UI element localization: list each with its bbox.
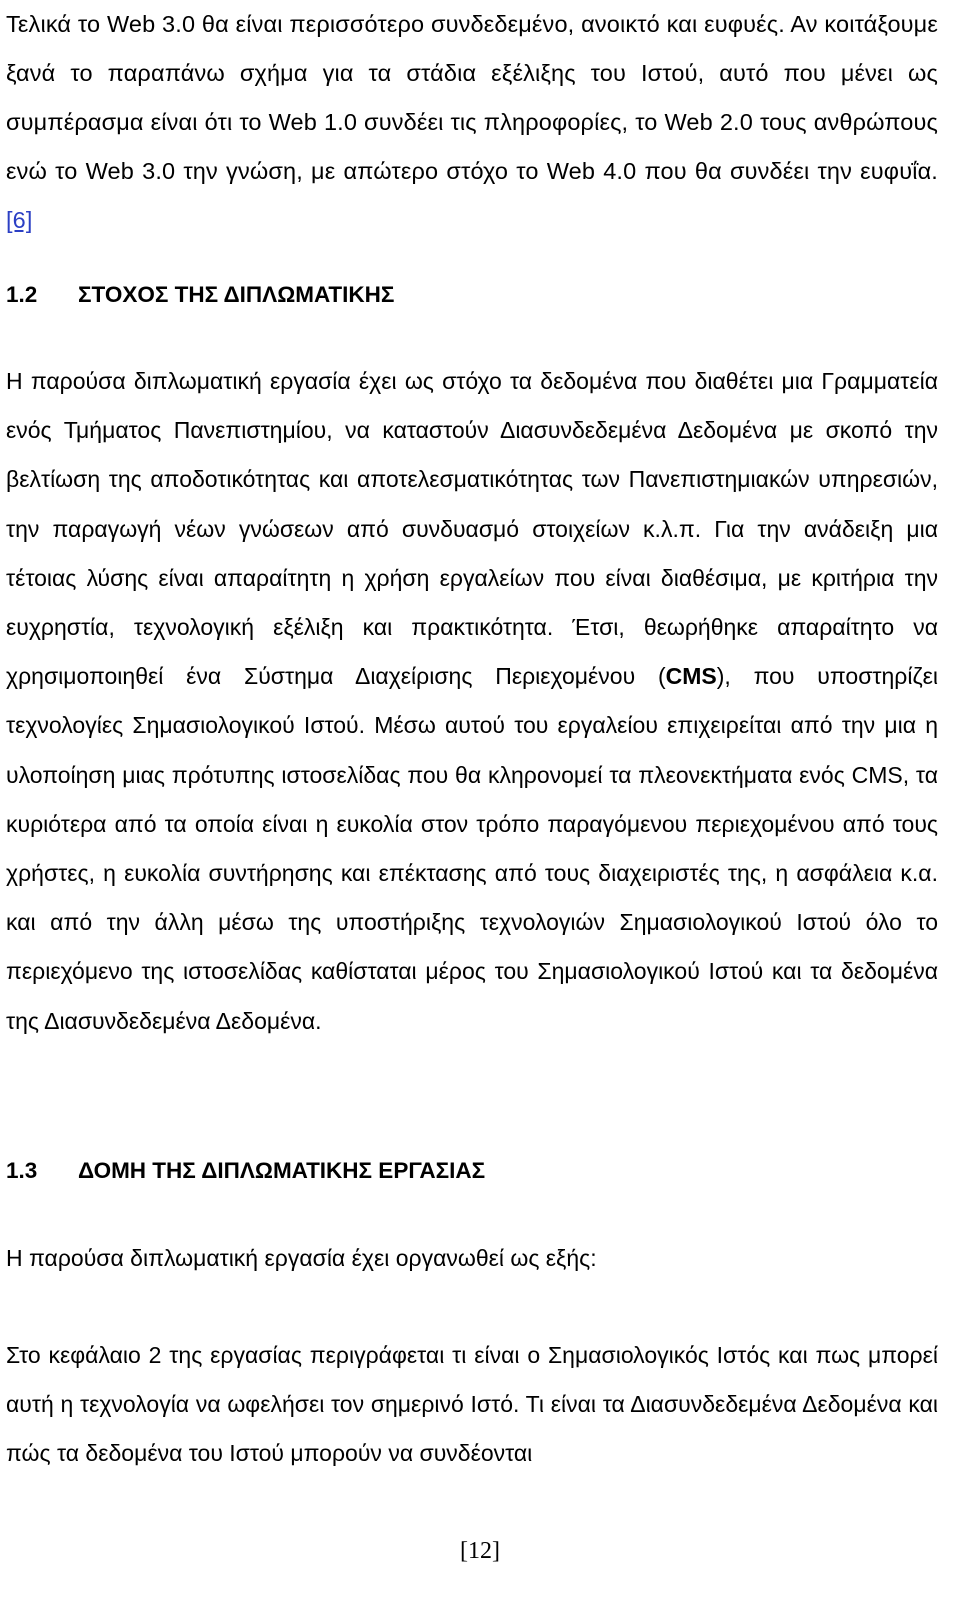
section-title: ΔΟΜΗ ΤΗΣ ΔΙΠΛΩΜΑΤΙΚΗΣ ΕΡΓΑΣΙΑΣ <box>78 1158 486 1183</box>
section-heading-structure <box>6 1156 485 1186</box>
section-title: ΣΤΟΧΟΣ ΤΗΣ ΔΙΠΛΩΜΑΤΙΚΗΣ <box>78 282 395 307</box>
goal-text-part2: ), που υποστηρίζει τεχνολογίες Σημασιολογικού Ιστού. Μέσω αυτού του εργαλείου επιχειρείται από την μια η υλοποίηση μιας πρότυπης ιστοσελίδας που θα κληρονομεί τα πλεονεκτήματα ενός CMS, τα κυριότερα από τα οποία είναι η ευκολία στον τρόπο παραγόμενου περιεχομένου από τους χρήστες, η ευκολία συντήρησης και επέκτασης από τους διαχειριστές της, η ασφάλεια κ.α. και από την άλλη μέσω της υποστήριξης τεχνολογιών Σημασιολογικού Ιστού όλο το περιεχόμενο της ιστοσελίδας καθίσταται μέρος του Σημασιολογικού Ιστού και τα δεδομένα της Διασυνδεδεμένα Δεδομένα. <box>6 663 938 1034</box>
structure-intro-paragraph: Η παρούσα διπλωματική εργασία έχει οργανωθεί ως εξής: <box>6 1245 597 1271</box>
reference-link[interactable]: [6] <box>6 207 33 233</box>
section-number: 1.2 <box>6 282 38 307</box>
section-heading-goal <box>6 280 394 310</box>
section-number: 1.3 <box>6 1158 38 1183</box>
cms-acronym: CMS <box>665 663 717 690</box>
goal-text-part1: Η παρούσα διπλωματική εργασία έχει ως στόχο τα δεδομένα που διαθέτει μια Γραμματεία ενός Τμήματος Πανεπιστημίου, να καταστούν Διασυνδεδεμένα Δεδομένα με σκοπό την βελτίωση της αποδοτικότητας και αποτελεσματικότητας των Πανεπιστημιακών υπηρεσιών, την παραγωγή νέων γνώσεων από συνδυασμό στοιχείων κ.λ.π. Για την ανάδειξη μια τέτοιας λύσης είναι απαραίτητη η χρήση εργαλείων που είναι διαθέσιμα, με κριτήρια την ευχρηστία, τεχνολογική εξέλιξη και πρακτικότητα. Έτσι, θεωρήθηκε απαραίτητο να χρησιμοποιηθεί ένα Σύστημα Διαχείρισης Περιεχομένου ( <box>6 368 938 690</box>
goal-paragraph <box>6 357 938 1046</box>
intro-text: Τελικά το Web 3.0 θα είναι περισσότερο συνδεδεμένο, ανοικτό και ευφυές. Αν κοιτάξουμε ξανά το παραπάνω σχήμα για τα στάδια εξέλιξης του Ιστού, αυτό που μένει ως συμπέρασμα είναι ότι το Web 1.0 συνδέει τις πληροφορίες, το Web 2.0 τους ανθρώπους ενώ το Web 3.0 την γνώση, με απώτερο στόχο το Web 4.0 που θα συνδέει την ευφυΐα. <box>6 11 938 184</box>
intro-paragraph <box>6 0 938 245</box>
chapter2-paragraph: Στο κεφάλαιο 2 της εργασίας περιγράφεται τι είναι ο Σημασιολογικός Ιστός και πως μπορεί αυτή η τεχνολογία να ωφελήσει τον σημερινό Ιστό. Τι είναι τα Διασυνδεδεμένα Δεδομένα και πώς τα δεδομένα του Ιστού μπορούν να συνδέονται <box>6 1342 938 1467</box>
page-number: [12] <box>460 1538 500 1564</box>
